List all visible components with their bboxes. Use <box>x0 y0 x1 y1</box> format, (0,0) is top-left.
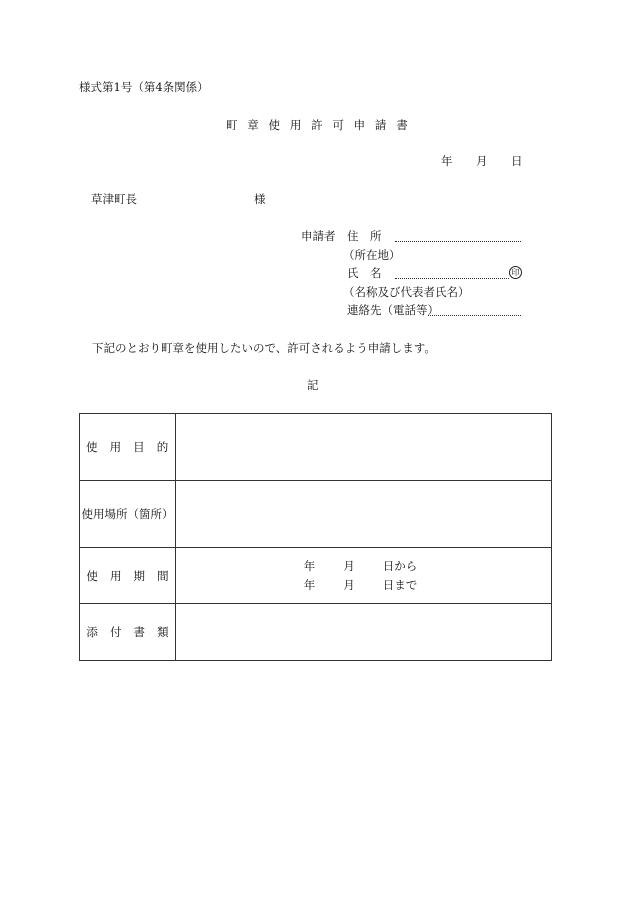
row-label-purpose <box>80 414 181 481</box>
period-from <box>176 558 551 574</box>
name-field[interactable] <box>395 278 509 279</box>
period-from-year: 年 <box>303 559 316 573</box>
period-to-day: 日まで <box>382 578 418 592</box>
purpose-field[interactable] <box>176 414 552 481</box>
body-text: 下記のとおり町章を使用したいので、許可されるよう申請します。 <box>92 341 436 355</box>
date-month: 月 <box>476 154 488 168</box>
table-row <box>80 414 552 481</box>
row-label-attachments <box>80 604 181 661</box>
period-from-day: 日から <box>382 559 418 573</box>
period-label: 使用期間 <box>86 568 181 583</box>
table-row <box>80 548 552 604</box>
applicant-label: 申請者 <box>301 229 336 243</box>
purpose-label: 使用目的 <box>86 440 181 454</box>
form-code: 様式第1号（第4条関係） <box>79 80 209 94</box>
address-label: 住 所 <box>347 229 382 243</box>
location-label: 使用場所（箇所） <box>81 507 174 521</box>
name-sub-label: （名称及び代表者氏名） <box>343 285 470 299</box>
address-sub-label: （所在地） <box>343 248 401 262</box>
seal-mark: 印 <box>509 266 522 279</box>
date-day: 日 <box>511 154 523 168</box>
period-to-year: 年 <box>303 578 316 592</box>
addressee-name: 草津町長 <box>91 192 137 206</box>
period-to-month: 月 <box>343 578 355 592</box>
attachments-label: 添付書類 <box>86 625 181 639</box>
row-label-location <box>80 481 176 548</box>
ki-heading: 記 <box>307 378 319 392</box>
date-year: 年 <box>441 154 453 168</box>
name-label: 氏 名 <box>347 266 382 280</box>
attachments-field[interactable] <box>176 604 552 661</box>
contact-label: 連絡先（電話等） <box>347 303 439 317</box>
addressee-honorific: 様 <box>254 192 266 206</box>
period-field[interactable] <box>176 548 552 604</box>
period-from-month: 月 <box>343 559 355 573</box>
table-row <box>80 604 552 661</box>
contact-field[interactable] <box>428 315 521 316</box>
page-title: 町章使用許可申請書 <box>226 118 418 132</box>
application-table <box>79 413 552 661</box>
row-label-period <box>80 548 181 604</box>
period-to <box>176 577 551 593</box>
location-field[interactable] <box>176 481 552 548</box>
table-row <box>80 481 552 548</box>
address-field[interactable] <box>395 241 521 242</box>
